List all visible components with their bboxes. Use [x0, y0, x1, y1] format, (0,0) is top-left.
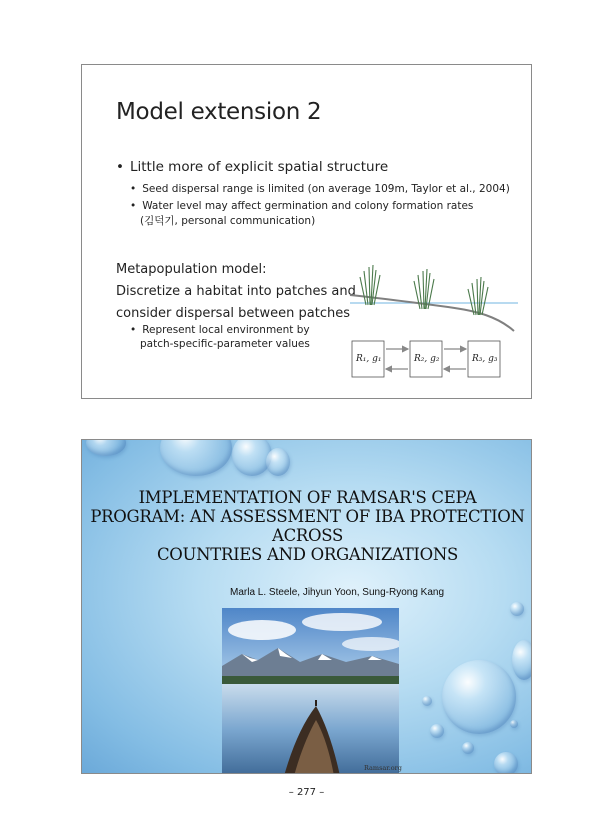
water-drop-decoration: [510, 602, 524, 616]
water-drop-decoration: [160, 439, 232, 476]
sub-bullet-local-environment: [130, 323, 310, 351]
sub-bullet-water-level: [130, 199, 473, 229]
lake-boat-photo: [222, 608, 399, 774]
water-drop-decoration: [512, 640, 532, 680]
meta-line: Discretize a habitat into patches and: [116, 284, 356, 299]
page-number: – 277 –: [288, 787, 325, 798]
slide-ramsar-cepa: [81, 439, 532, 774]
sub-bullet-text: Represent local environment by: [142, 324, 310, 336]
water-drop-decoration: [266, 448, 290, 476]
slide-title: Model extension 2: [116, 99, 322, 125]
meta-line: consider dispersal between patches: [116, 306, 350, 321]
bullet-spatial-structure: [116, 159, 388, 175]
slide-model-extension: [81, 64, 532, 399]
water-drop-decoration: [430, 724, 444, 738]
title-line: PROGRAM: AN ASSESSMENT OF IBA PROTECTION: [90, 507, 525, 526]
sub-bullet-text-cont: patch-specific-parameter values: [140, 338, 310, 350]
metapopulation-text: [116, 259, 356, 325]
sub-bullet-text-cont: (김덕기, personal communication): [140, 215, 316, 227]
authors: Marla L. Steele, Jihyun Yoon, Sung-Ryong Kang: [230, 587, 445, 598]
water-drop-decoration: [442, 660, 516, 734]
title-line: ACROSS: [271, 526, 343, 545]
photo-caption: Ramsar.org: [364, 764, 402, 772]
grass-clump-3: [468, 277, 488, 315]
lake-boat-svg: [222, 608, 399, 774]
patch-diagram: [348, 261, 528, 387]
water-drop-decoration: [86, 439, 126, 456]
sub-bullet-seed-dispersal: [130, 182, 510, 197]
patch-label-3: R₃, g₃: [472, 354, 498, 364]
patch-diagram-svg: [348, 261, 528, 387]
water-drop-decoration: [494, 752, 518, 774]
slide-title: [82, 488, 532, 564]
title-line: COUNTRIES AND ORGANIZATIONS: [156, 545, 459, 564]
water-drop-decoration: [510, 720, 518, 728]
water-drop-decoration: [462, 742, 474, 754]
meta-line: Metapopulation model:: [116, 262, 267, 277]
sub-bullet-text: Water level may affect germination and colony formation rates: [142, 200, 474, 212]
patch-label-2: R₂, g₂: [414, 354, 440, 364]
bullet-text: Little more of explicit spatial structure: [129, 159, 389, 175]
water-drop-decoration: [422, 696, 432, 706]
sub-bullet-text: Seed dispersal range is limited (on average 109m, Taylor et al., 2004): [142, 183, 510, 195]
patch-label-1: R₁, g₁: [356, 354, 382, 364]
title-line: IMPLEMENTATION OF RAMSAR'S CEPA: [138, 488, 477, 507]
